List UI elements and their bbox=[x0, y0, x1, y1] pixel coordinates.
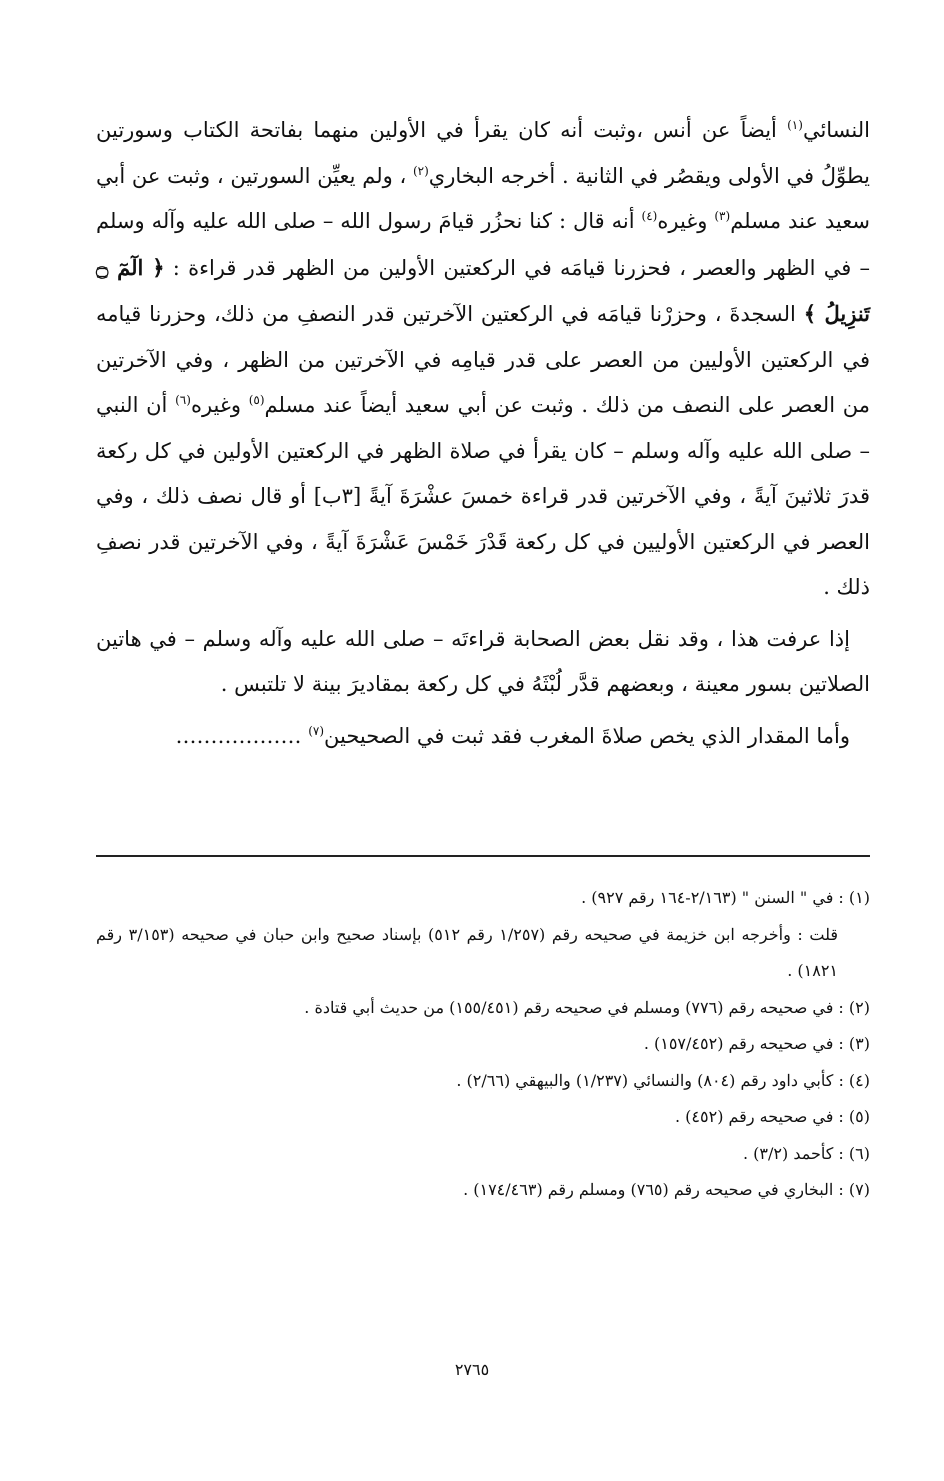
footnote-3: (٣) : في صحيحه رقم (١٥٧/٤٥٢) . bbox=[643, 1034, 870, 1053]
footnote-ref-6[interactable]: (٦) bbox=[175, 393, 191, 407]
footnote-4: (٤) : كأبي داود رقم (٨٠٤) والنسائي (١/٢٣٧) والبيهقي (٢/٦٦) . bbox=[456, 1070, 870, 1090]
paragraph-2: إذا عرفت هذا ، وقد نقل بعض الصحابة قراءتَه – صلى الله عليه وآله وسلم – في هاتين الصلاتين بسور معينة ، وبعضهم قدَّر لُبْثَهُ في كل ركعة بمقاديرَ بينة لا تلتبس . bbox=[96, 626, 870, 696]
text-run: أن النبي – صلى الله عليه وآله وسلم – كان يقرأ في صلاة الظهر في الركعتين الأولين في كل ركعة قدرَ ثلاثينَ آيةً ، وفي الآخرتين قدر قراءة خمسَ عشْرَةَ آيةً [٣ب] أو قال نصف ذلك ، وفي العصر في الركعتين الأوليين في كل ركعة قَدْرَ خَمْسَ عَشْرَةَ آيةً ، وفي الآخرتين قدر نصفِ ذلك . bbox=[96, 393, 870, 599]
paragraph-1 bbox=[96, 108, 870, 611]
text-run: السجدةَ ، وحزرْنا قيامَه في الركعتين الآخرتين قدر النصفِ من ذلك، وحزرنا قيامه في الركعتين الأوليين من العصر على قدر قيامِه في الآخرتين من الظهر ، وفي الآخرتين من العصر على النصف من ذلك . وثبت عن أبي سعيد أيضاً عند مسلم bbox=[96, 302, 870, 417]
paragraph-3 bbox=[96, 714, 870, 760]
main-text bbox=[96, 108, 870, 759]
footnote-ref-7[interactable]: (٧) bbox=[308, 723, 325, 738]
continuation-dots: ……………… bbox=[175, 723, 302, 748]
footnotes bbox=[96, 880, 870, 1209]
text-run: ، ولم يعيِّن السورتين ، وثبت عن أبي سعيد عند مسلم bbox=[96, 163, 870, 233]
footnote-ref-4[interactable]: (٤) bbox=[641, 209, 658, 223]
text-run: وغيره bbox=[190, 393, 249, 417]
text-run: النسائي bbox=[802, 118, 870, 142]
footnote-1-note: قلت : وأخرجه ابن خزيمة في صحيحه رقم (١/٢٥٧ رقم ٥١٢) بإسناد صحيح وابن حبان في صحيحه (٣/١٥٣ رقم ١٨٢١) . bbox=[96, 924, 839, 980]
footnote-divider bbox=[96, 855, 870, 857]
text-run: أنه قال : كنا نحزُر قيامَ رسول الله – صلى الله عليه وآله وسلم – في الظهر والعصر ، فحزرنا قيامَه في الركعتين الأولين من الظهر قدر قراءة : bbox=[96, 209, 870, 280]
footnote-ref-5[interactable]: (٥) bbox=[248, 393, 265, 407]
footnote-ref-3[interactable]: (٣) bbox=[714, 209, 731, 223]
footnote-ref-2[interactable]: (٢) bbox=[412, 163, 429, 178]
page-number: ٢٧٦٥ bbox=[454, 1360, 490, 1379]
text-run: وأما المقدار الذي يخص صلاةَ المغرب فقد ثبت في الصحيحين bbox=[324, 723, 850, 748]
quran-citation: ﴿ الٓمٓ ۝ تَنزِيلُ ﴾ bbox=[96, 254, 871, 326]
text-run: وغيره bbox=[657, 209, 715, 233]
footnote-6: (٦) : كأحمد (٣/٢) . bbox=[742, 1143, 870, 1163]
footnote-7: (٧) : البخاري في صحيحه رقم (٧٦٥) ومسلم رقم (١٧٤/٤٦٣) . bbox=[463, 1180, 870, 1199]
footnote-2: (٢) : في صحيحه رقم (٧٧٦) ومسلم في صحيحه رقم (١٥٥/٤٥١) من حديث أبي قتادة . bbox=[304, 997, 870, 1017]
footnote-5: (٥) : في صحيحه رقم (٤٥٢) . bbox=[674, 1107, 870, 1126]
text-run: أيضاً عن أنس ،وثبت أنه كان يقرأ في الأولين منهما بفاتحة الكتاب وسورتين يطوِّلُ في الأولى ويقصُر في الثانية . أخرجه البخاري bbox=[96, 118, 870, 188]
footnote-ref-1[interactable]: (١) bbox=[787, 118, 803, 132]
footnote-1: (١) : في " السنن " (٢/١٦٣-١٦٤ رقم ٩٢٧) . bbox=[581, 888, 870, 907]
